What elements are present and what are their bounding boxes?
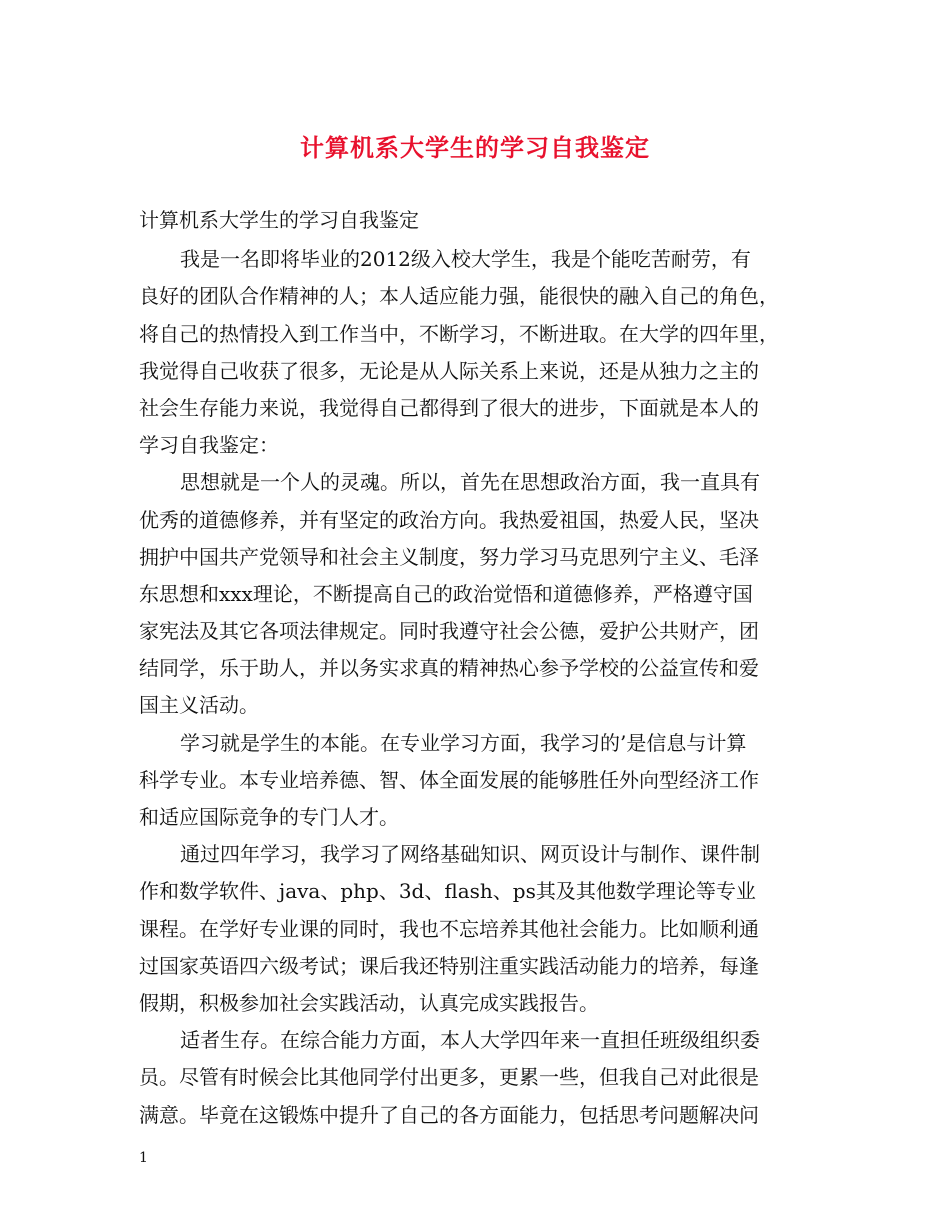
- text-line: 东思想和xxx理论，不断提高自己的政治觉悟和道德修养，严格遵守国: [139, 581, 753, 606]
- text-line: 假期，积极参加社会实践活动，认真完成实践报告。: [139, 990, 599, 1015]
- text-line: 社会生存能力来说，我觉得自己都得到了很大的进步，下面就是本人的: [139, 395, 759, 420]
- paragraph-lines: [139, 241, 815, 1134]
- text-line: 适者生存。在综合能力方面，本人大学四年来一直担任班级组织委: [180, 1028, 760, 1053]
- document-subtitle: 计算机系大学生的学习自我鉴定: [139, 208, 419, 232]
- text-line: 将自己的热情投入到工作当中，不断学习，不断进取。在大学的四年里，: [139, 321, 779, 346]
- text-line: 通过四年学习，我学习了网络基础知识、网页设计与制作、课件制: [180, 842, 760, 867]
- text-line: 优秀的道德修养，并有坚定的政治方向。我热爱祖国，热爱人民，坚决: [139, 507, 759, 532]
- text-line: 过国家英语四六级考试；课后我还特别注重实践活动能力的培养，每逢: [139, 953, 759, 978]
- text-line: 科学专业。本专业培养德、智、体全面发展的能够胜任外向型经济工作: [139, 767, 759, 792]
- page-number: 1: [139, 1150, 148, 1166]
- text-line: 学习自我鉴定：: [139, 433, 279, 458]
- text-line: 员。尽管有时候会比其他同学付出更多，更累一些，但我自己对此很是: [139, 1065, 759, 1090]
- text-line: 学习就是学生的本能。在专业学习方面，我学习的’是信息与计算: [180, 730, 747, 755]
- text-line: 满意。毕竟在这锻炼中提升了自己的各方面能力，包括思考问题解决问: [139, 1102, 759, 1127]
- text-line: 我觉得自己收获了很多，无论是从人际关系上来说，还是从独力之主的: [139, 358, 759, 383]
- text-line: 思想就是一个人的灵魂。所以，首先在思想政治方面，我一直具有: [180, 470, 760, 495]
- text-line: 课程。在学好专业课的同时，我也不忘培养其他社会能力。比如顺利通: [139, 916, 759, 941]
- text-line: 良好的团队合作精神的人；本人适应能力强，能很快的融入自己的角色，: [139, 284, 779, 309]
- text-line: 我是一名即将毕业的2012级入校大学生，我是个能吃苦耐劳，有: [180, 247, 751, 272]
- text-line: 结同学，乐于助人，并以务实求真的精神热心参予学校的公益宣传和爱: [139, 656, 759, 681]
- text-line: 和适应国际竞争的专门人才。: [139, 805, 399, 829]
- document-title: 计算机系大学生的学习自我鉴定: [300, 133, 650, 162]
- text-line: 拥护中国共产党领导和社会主义制度，努力学习马克思列宁主义、毛泽: [139, 544, 759, 569]
- text-line: 家宪法及其它各项法律规定。同时我遵守社会公德，爱护公共财产，团: [139, 619, 759, 644]
- document-body: [139, 202, 815, 1134]
- text-line: 作和数学软件、java、php、3d、flash、ps其及其他数学理论等专业: [139, 879, 756, 904]
- text-line: 国主义活动。: [139, 693, 259, 718]
